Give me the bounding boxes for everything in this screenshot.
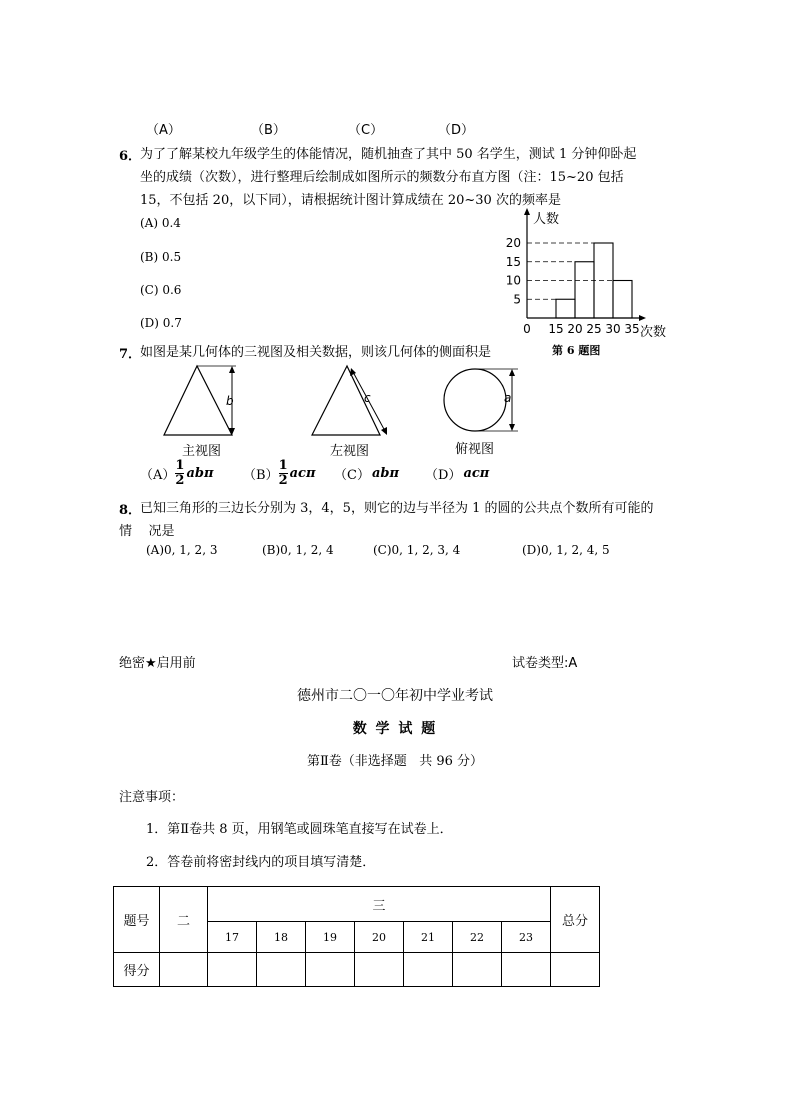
q6-option-a: (A) 0.4 [140,216,181,230]
q6-line-3: 15，不包括 20，以下同），请根据统计图计算成绩在 20~30 次的频率是 [140,193,561,208]
q7-option-c-expr: abπ [371,465,399,481]
score-cell-23[interactable] [502,953,551,987]
score-cell-22[interactable] [453,953,502,987]
score-cell-18[interactable] [257,953,306,987]
q8-option-b: (B)0, 1, 2, 4 [262,543,334,557]
q8-option-a: (A)0, 1, 2, 3 [146,543,218,557]
exam-title-text: 德州市二〇一〇年初中学业考试 [297,688,493,704]
note-item-1: 1．第Ⅱ卷共 8 页，用钢笔或圆珠笔直接写在试卷上． [146,822,453,837]
col-three-header: 三 [208,887,551,922]
x-tick-label-15: 15 [548,322,564,336]
label-a: a [504,391,512,405]
arrow-up-left-icon [350,368,356,376]
x-tick-label-25: 25 [586,322,602,336]
q8-line-2: 情 况是 [119,524,175,539]
sub-col-19: 19 [306,922,355,953]
q7-option-c [334,456,399,490]
sub-col-20: 20 [355,922,404,953]
prev-option-b: （B） [251,123,286,138]
x-axis-label: 次数 [640,325,667,340]
q7-option-b-label: （B） [243,467,279,483]
col-two-header: 二 [160,887,208,953]
score-cell-21[interactable] [404,953,453,987]
front-view-triangle [164,366,232,435]
q6-line-1: 为了了解某校九年级学生的体能情况，随机抽查了其中 50 名学生，测试 1 分钟仰卧起 [140,147,637,162]
q6-line-2: 坐的成绩（次数），进行整理后绘制成如图所示的频数分布直方图（注：15~20 包括 [140,170,624,185]
q6-option-d: (D) 0.7 [140,316,182,330]
sub-col-21: 21 [404,922,453,953]
q8-number: 8． [119,503,142,518]
part-title-text: 第Ⅱ卷（非选择题 共 96 分） [306,754,484,769]
q6-figure-caption: 第 6 题图 [552,344,601,357]
fraction-numerator: 1 [278,457,288,473]
histogram-bar-15-20 [556,299,575,318]
histogram-bar-20-25 [575,262,594,318]
q7-option-d-expr: acπ [463,465,490,481]
x-tick-label-20: 20 [567,322,583,336]
label-c: c [364,391,371,405]
q8-option-c: (C)0, 1, 2, 3, 4 [373,543,461,557]
paper-type: 试卷类型:A [512,656,578,671]
y-axis-label: 人数 [533,212,560,227]
score-table [113,886,600,987]
exam-title [0,685,790,705]
histogram-bar-30-35 [613,281,632,319]
q7-number: 7． [119,347,142,362]
x-tick-label-30: 30 [605,322,621,336]
prev-option-d: （D） [438,123,475,138]
q7-text: 如图是某几何体的三视图及相关数据，则该几何体的侧面积是 [140,345,492,360]
q8-line-1: 已知三角形的三边长分别为 3，4，5，则它的边与半径为 1 的圆的公共点个数所有可能的 [140,501,654,516]
score-cell-17[interactable] [208,953,257,987]
score-cell-20[interactable] [355,953,404,987]
row-label-question: 题号 [114,887,160,953]
fraction-numerator: 1 [175,457,185,473]
sub-col-17: 17 [208,922,257,953]
q7-option-d-label: （D） [425,467,462,483]
part-title [0,750,790,769]
notes-heading: 注意事项： [119,790,185,805]
fraction-denominator: 2 [175,472,185,488]
row-label-score: 得分 [114,953,160,987]
subject-title [0,718,790,738]
arrow-down-icon-2 [509,424,515,431]
arrow-up-icon [229,366,235,373]
sub-col-22: 22 [453,922,502,953]
view-label-top: 俯视图 [455,442,495,457]
prev-option-a: （A） [146,123,181,138]
x-tick-label-35: 35 [624,322,640,336]
y-tick-label-5: 5 [513,292,521,307]
q6-option-b: (B) 0.5 [140,250,182,264]
q7-option-b-expr: acπ [289,465,316,481]
note-item-2: 2．答卷前将密封线内的项目填写清楚． [146,855,376,870]
y-tick-label-15: 15 [505,254,521,269]
score-cell-total[interactable] [551,953,600,987]
sub-col-23: 23 [502,922,551,953]
q6-number: 6． [119,149,142,164]
q7-option-a [140,456,213,490]
x-axis-arrow-icon [639,315,646,321]
histogram-chart [495,205,680,345]
subject-title-text: 数 学 试 题 [352,721,438,737]
q8-option-d: (D)0, 1, 2, 4, 5 [522,543,610,557]
total-header: 总分 [551,887,600,953]
score-cell-two[interactable] [160,953,208,987]
y-tick-label-20: 20 [505,236,521,250]
view-label-left: 左视图 [330,444,370,459]
q7-option-a-label: （A） [140,467,176,483]
fraction-denominator: 2 [278,472,288,488]
sub-col-18: 18 [257,922,306,953]
q7-option-a-expr: abπ [186,465,214,481]
label-b: b [226,394,234,408]
top-view-circle [444,369,506,431]
three-views-figure [150,360,540,440]
prev-option-c: （C） [348,123,384,138]
q7-option-d [425,456,489,490]
secret-label: 绝密★启用前 [119,656,196,671]
q7-option-b [243,456,315,490]
y-tick-label-10: 10 [505,273,521,288]
q7-option-c-label: （C） [334,467,370,483]
score-cell-19[interactable] [306,953,355,987]
fraction [279,459,288,488]
q6-option-c: (C) 0.6 [140,283,182,297]
x-tick-label-0: 0 [523,322,531,336]
fraction [175,459,184,488]
view-label-front: 主视图 [182,444,222,459]
arrow-up-icon-2 [509,369,515,376]
y-axis-arrow-icon [524,208,530,215]
